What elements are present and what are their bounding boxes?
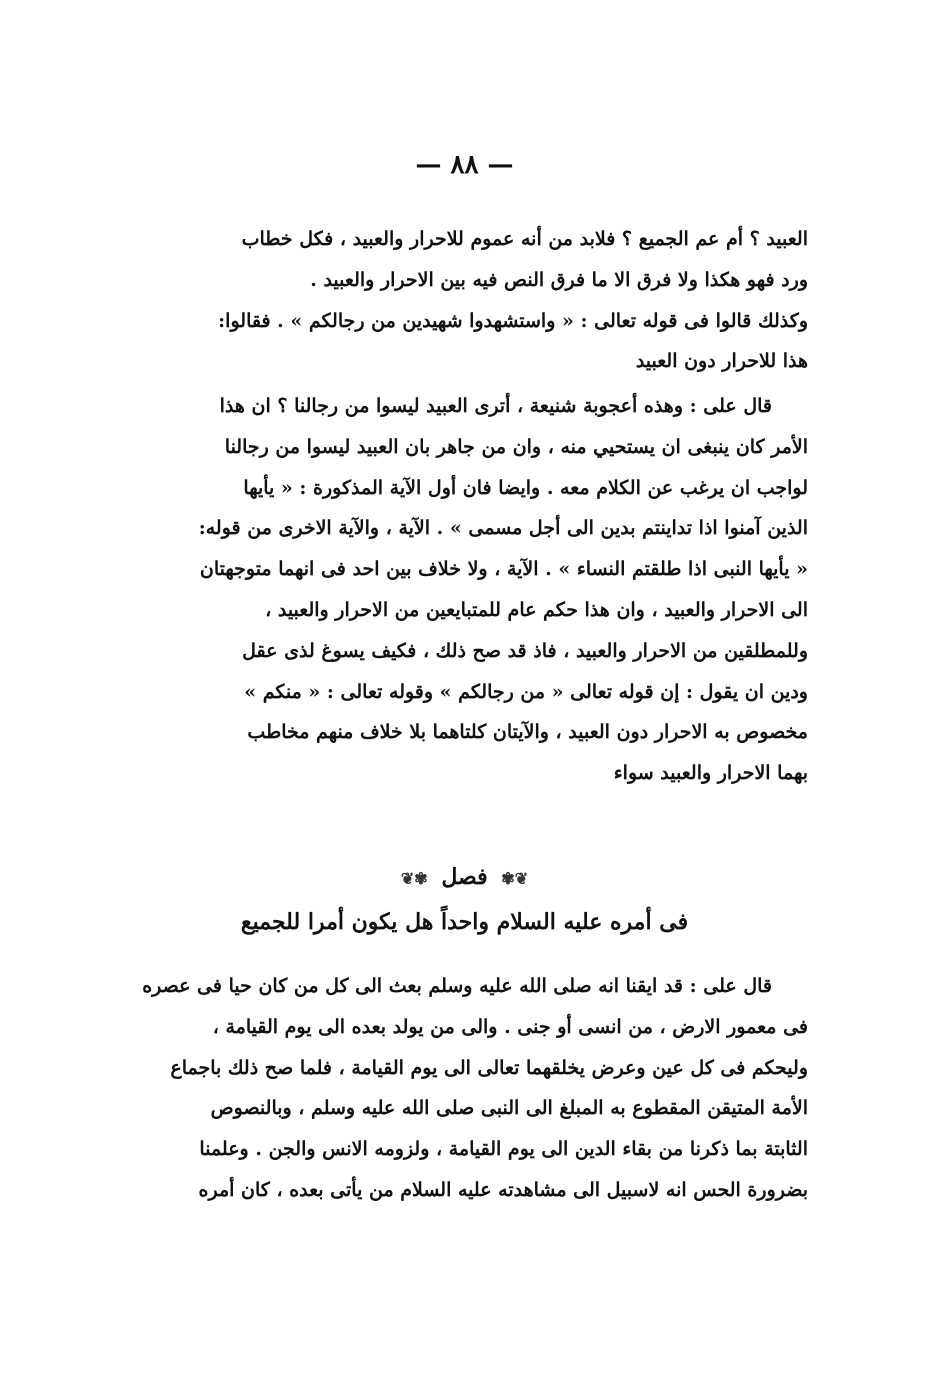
text-line: فى معمور الارض ، من انسى أو جنى . والى من يولد بعده الى يوم القيامة ،: [212, 1015, 808, 1038]
ornament-icon: ❦✾: [501, 869, 529, 888]
section-subtitle: فى أمره عليه السلام واحداً هل يكون أمرا للجميع: [240, 909, 689, 935]
text-line: « يأيها النبى اذا طلقتم النساء » . الآية ، ولا خلاف بين احد فى انهما متوجهتان: [199, 558, 808, 581]
text-line: هذا للاحرار دون العبيد: [635, 350, 808, 373]
text-line: الأمر كان ينبغى ان يستحيي منه ، وان من جاهر بان العبيد ليسوا من رجالنا: [224, 435, 808, 458]
text-line: بضرورة الحس انه لاسبيل الى مشاهدته عليه السلام من يأتى بعده ، كان أمره: [198, 1178, 808, 1201]
paragraph-3: [136, 966, 808, 1211]
text-line: الأمة المتيقن المقطوع به المبلغ الى النبى صلى الله عليه وسلم ، وبالنصوص: [210, 1097, 808, 1120]
text-line: ورد فهو هكذا ولا فرق الا ما فرق النص فيه بين الاحرار والعبيد .: [310, 268, 808, 291]
text-line: وليحكم فى كل عين وعرض يخلقهما تعالى الى يوم القيامة ، فلما صح ذلك باجماع: [170, 1056, 808, 1079]
section-heading: [0, 862, 929, 894]
text-line: وكذلك قالوا فى قوله تعالى : « واستشهدوا شهيدين من رجالكم » . فقالوا:: [218, 309, 808, 332]
text-line: الذين آمنوا اذا تداينتم بدين الى أجل مسمى » . الآية ، والآية الاخرى من قوله:: [198, 517, 808, 540]
page-number: — ٨٨ —: [415, 150, 514, 180]
text-line: الى الاحرار والعبيد ، وان هذا حكم عام للمتبايعين من الاحرار والعبيد ،: [265, 598, 808, 621]
paragraph-2: [136, 386, 808, 794]
section-title: فصل: [441, 864, 488, 890]
ornament-icon: ✾❦: [400, 869, 428, 888]
text-line: مخصوص به الاحرار دون العبيد ، والآيتان كلتاهما بلا خلاف منهم مخاطب: [247, 721, 808, 744]
text-line: لواجب ان يرغب عن الكلام معه . وايضا فان أول الآية المذكورة : « يأيها: [243, 476, 808, 499]
text-line: الثابتة بما ذكرنا من بقاء الدين الى يوم القيامة ، ولزومه الانس والجن . وعلمنا: [199, 1138, 808, 1161]
text-line: بهما الاحرار والعبيد سواء: [613, 762, 808, 785]
paragraph-1: [136, 219, 808, 382]
text-line: قال على : قد ايقنا انه صلى الله عليه وسلم بعث الى كل من كان حيا فى عصره: [142, 975, 772, 997]
text-line: العبيد ؟ أم عم الجميع ؟ فلابد من أنه عموم للاحرار والعبيد ، فكل خطاب: [241, 228, 808, 250]
text-line: قال على : وهذه أعجوبة شنيعة ، أترى العبيد ليسوا من رجالنا ؟ ان هذا: [219, 395, 772, 417]
text-line: ودين ان يقول : إن قوله تعالى « من رجالكم » وقوله تعالى : « منكم »: [244, 680, 808, 703]
text-line: وللمطلقين من الاحرار والعبيد ، فاذ قد صح ذلك ، فكيف يسوغ لذى عقل: [242, 639, 808, 662]
